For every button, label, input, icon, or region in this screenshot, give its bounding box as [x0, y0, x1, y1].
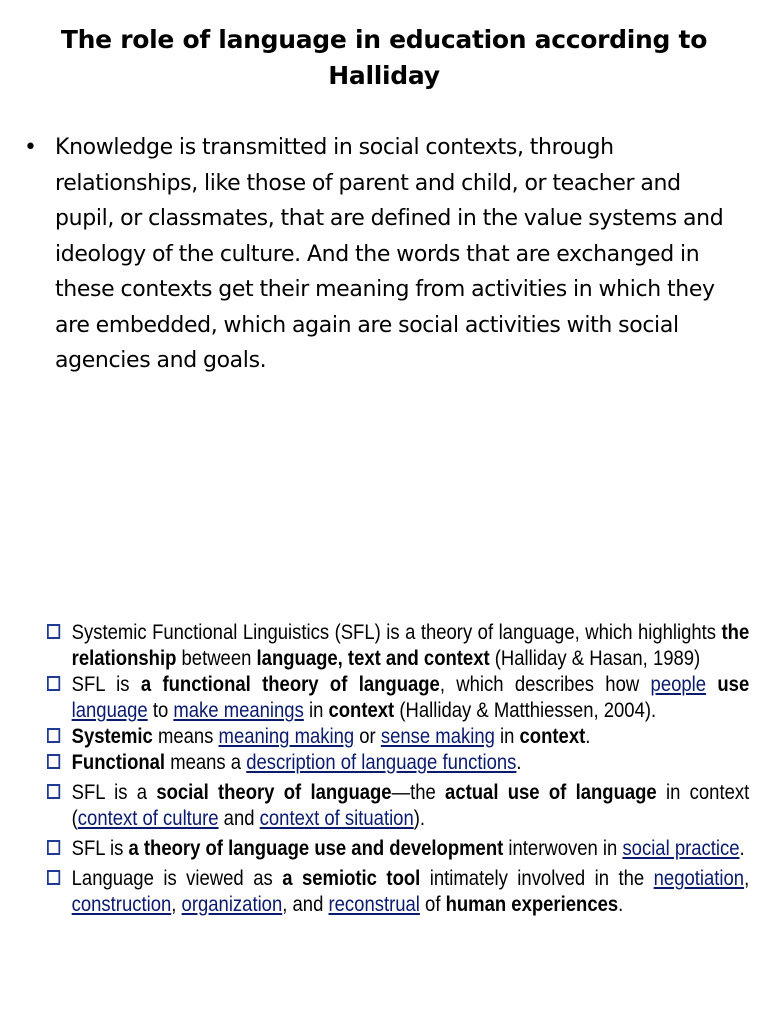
sfl-item-7: Language is viewed as a semiotic tool intimately involved in the negotiation, construction, organization, and reconstrual of human experiences. [47, 866, 749, 918]
checkbox-icon [47, 784, 60, 799]
sfl-list [47, 620, 750, 918]
sfl-item-4: Functional means a description of language functions. [47, 750, 749, 776]
checkbox-icon [47, 754, 60, 769]
slide-title: The role of language in education according to Halliday [60, 25, 708, 90]
checkbox-icon [47, 728, 60, 743]
checkbox-icon [47, 870, 60, 885]
main-bullet [24, 130, 740, 379]
sfl-item-3: Systemic means meaning making or sense making in context. [47, 724, 749, 750]
sfl-item-5: SFL is a social theory of language—the actual use of language in context (context of culture and context of situation). [47, 780, 749, 832]
bullet-text: Knowledge is transmitted in social contexts, through relationships, like those of parent and child, or teacher and pupil, or classmates, that are defined in the value systems and ideology of the culture. And the words that are exchanged in these contexts get their meaning from activities in which they are embedded, which again are social activities with social agencies and goals. [55, 135, 724, 373]
checkbox-icon [47, 624, 60, 639]
sfl-item-2: SFL is a functional theory of language, which describes how people use language to make meanings in context (Halliday & Matthiessen, 2004). [47, 672, 749, 724]
sfl-item-6: SFL is a theory of language use and development interwoven in social practice. [47, 836, 749, 862]
sfl-item-1: Systemic Functional Linguistics (SFL) is a theory of language, which highlights the relationship between language, text and context (Halliday & Hasan, 1989) [47, 620, 749, 672]
checkbox-icon [47, 840, 60, 855]
bullet-marker: • [24, 135, 37, 160]
checkbox-icon [47, 676, 60, 691]
